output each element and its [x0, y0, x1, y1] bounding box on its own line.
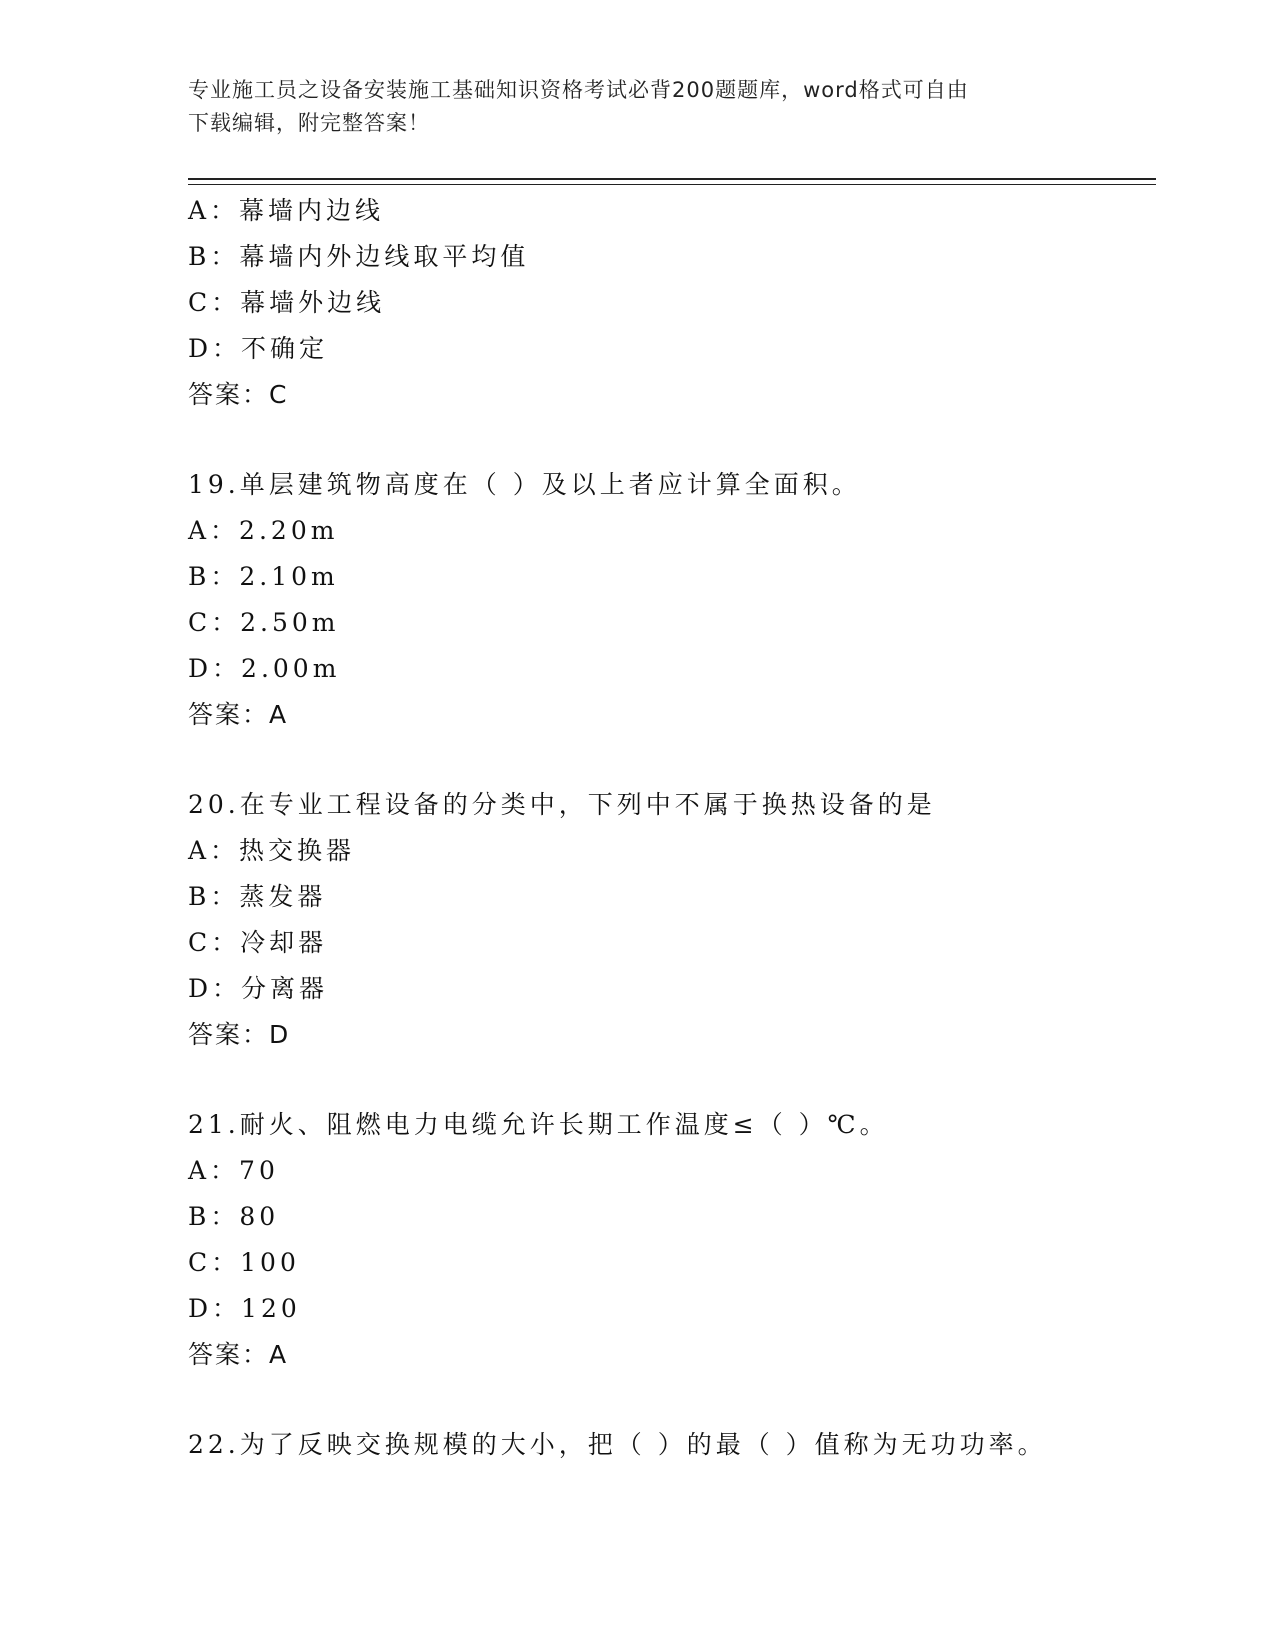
question-text: 22.为了反映交换规模的大小，把（ ）的最（ ）值称为无功功率。 — [188, 1430, 1047, 1459]
question-21 — [188, 1102, 1156, 1378]
question-text: 20.在专业工程设备的分类中，下列中不属于换热设备的是 — [188, 790, 936, 819]
option-a: A：幕墙内边线 — [188, 196, 385, 225]
option-c: C：冷却器 — [188, 928, 328, 957]
answer: 答案：A — [188, 1340, 289, 1369]
option-b: B：80 — [188, 1202, 280, 1231]
document-header — [188, 74, 1088, 140]
spacer — [188, 1058, 1156, 1102]
option-d: D：不确定 — [188, 334, 329, 363]
option-c: C：100 — [188, 1248, 300, 1277]
question-20 — [188, 782, 1156, 1058]
option-d: D：2.00m — [188, 654, 341, 683]
spacer — [188, 738, 1156, 782]
question-22 — [188, 1422, 1156, 1468]
answer: 答案：D — [188, 1020, 291, 1049]
header-line-1: 专业施工员之设备安装施工基础知识资格考试必背200题题库，word格式可自由 — [188, 78, 969, 102]
question-text: 19.单层建筑物高度在（ ）及以上者应计算全面积。 — [188, 470, 861, 499]
answer: 答案：A — [188, 700, 289, 729]
option-b: B：幕墙内外边线取平均值 — [188, 242, 530, 271]
spacer — [188, 418, 1156, 462]
question-19 — [188, 462, 1156, 738]
header-line-2: 下载编辑，附完整答案！ — [188, 111, 430, 135]
option-b: B：蒸发器 — [188, 882, 327, 911]
spacer — [188, 1378, 1156, 1422]
header-rule-thin — [188, 184, 1156, 185]
question-text: 21.耐火、阻燃电力电缆允许长期工作温度≤（ ）℃。 — [188, 1110, 889, 1139]
option-d: D：分离器 — [188, 974, 329, 1003]
option-a: A：70 — [188, 1156, 279, 1185]
option-c: C：2.50m — [188, 608, 340, 637]
question-list — [188, 188, 1156, 1468]
question-18 — [188, 188, 1156, 418]
option-b: B：2.10m — [188, 562, 339, 591]
option-d: D：120 — [188, 1294, 301, 1323]
option-c: C：幕墙外边线 — [188, 288, 386, 317]
option-a: A：2.20m — [188, 516, 339, 545]
header-rule-thick — [188, 178, 1156, 180]
option-a: A：热交换器 — [188, 836, 356, 865]
answer: 答案：C — [188, 380, 289, 409]
